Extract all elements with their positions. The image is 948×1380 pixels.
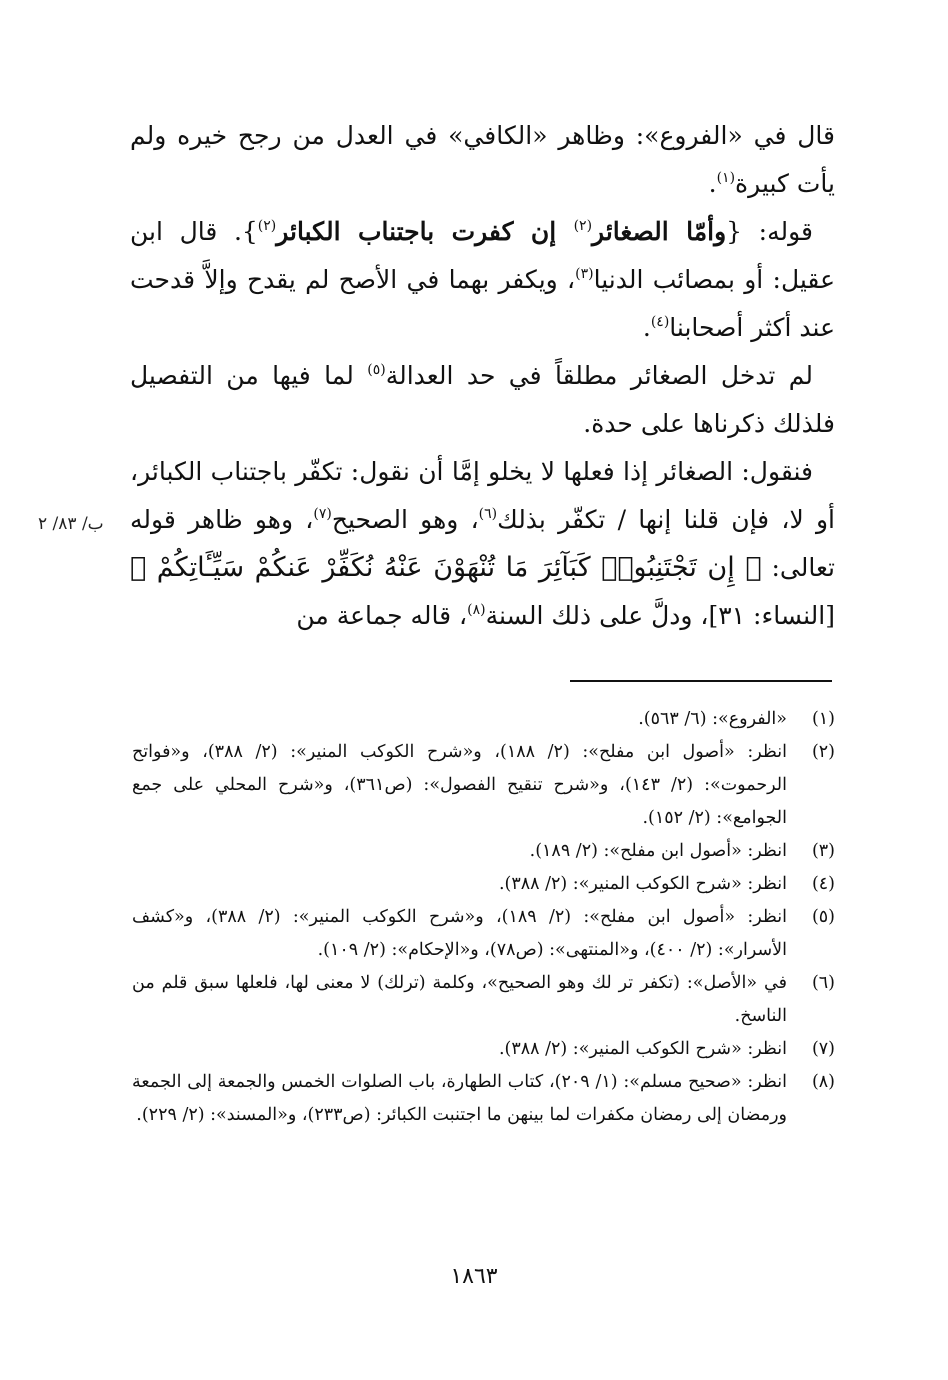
footnote-number: (٦) [811,973,835,993]
p2-quote-b: إن كفرت باجتناب الكبائر [276,217,574,246]
footnote-3 [132,835,835,868]
main-text [130,112,835,640]
footnote-number: (٥) [811,907,835,927]
p1-text: قال في «الفروع»: وظاهر «الكافي» في العدل من رجح خيره ولم يأت كبيرة [130,121,835,198]
footnote-8 [132,1066,835,1132]
footnote-number: (٣) [811,841,835,861]
footnote-7 [132,1033,835,1066]
p2-end: . [642,313,651,342]
p2-text-a: قال ابن عقيل: أو بمصائب الدنيا [130,217,835,294]
footnote-number: (٤) [811,874,835,894]
footnote-ref-3: (٣) [575,266,594,282]
paragraph-1 [130,112,835,208]
paragraph-4 [130,448,835,640]
footnote-text: انظر: «صحيح مسلم»: (١/ ٢٠٩)، كتاب الطهارة، باب الصلوات الخمس والجمعة إلى الجمعة ورمضان إلى رمضان مكفرات لما بينهن ما اجتنبت الكبائر: (ص٢٣٣)، و«المسند»: (٢/ ٢٢٩). [132,1072,787,1125]
p4-text-b: ، وهو الصحيح [331,505,479,534]
footnote-ref-6: (٦) [478,506,498,522]
footnote-1 [132,703,835,736]
footnote-text: انظر: «أصول ابن مفلح»: (٢/ ١٨٨)، و«شرح الكوكب المنير»: (٢/ ٣٨٨)، و«فواتح الرحموت»: (٢/ ١٤٣)، و«شرح تنقيح الفصول»: (ص٣٦١)، و«شرح المحلي على جمع الجوامع»: (٢/ ١٥٢). [132,742,787,828]
footnote-ref-2b: (٢) [257,218,277,234]
footnote-ref-7: (٧) [313,506,332,522]
footnote-text: انظر: «أصول ابن مفلح»: (٢/ ١٨٩). [529,841,787,861]
p2-text-b: ، ويكفر بهما في الأصح لم يقدح وإلاَّ قدحت عند أكثر أصحابنا [130,265,835,342]
p4-text-d: [النساء: ٣١]، ودلَّ على ذلك السنة [485,601,835,630]
footnote-5 [132,901,835,967]
footnotes [132,703,835,1132]
p2-quote-a: وأمّا الصغائر [592,217,727,246]
footnote-number: (٨) [811,1072,835,1092]
footnote-text: انظر: «أصول ابن مفلح»: (٢/ ١٨٩)، و«شرح الكوكب المنير»: (٢/ ٣٨٨)، و«كشف الأسرار»: (٢/ ٤٠٠)، و«المنتهى»: (ص٧٨)، و«الإحكام»: (٢/ ١٠٩). [132,907,787,960]
p2-close: }. [233,217,258,246]
footnote-number: (١) [811,709,835,729]
p2-lead: قوله: { [726,217,813,246]
footnote-ref-2a: (٢) [573,218,593,234]
footnote-text: في «الأصل»: (تكفر تر لك وهو الصحيح»، وكلمة (ترلك) لا معنى لها، فلعلها سبق قلم من الناسخ. [132,973,787,1026]
p3-text-b: لما فيها من التفصيل فلذلك ذكرناها على حدة. [130,361,835,438]
p1-end: . [708,169,717,198]
footnote-text: انظر: «شرح الكوكب المنير»: (٢/ ٣٨٨). [498,874,787,894]
p4-text-e: ، قاله جماعة من [296,601,468,630]
margin-folio-note: ب/ ٨٣/ ٢ [38,514,104,534]
footnote-number: (٧) [811,1039,835,1059]
footnote-4 [132,868,835,901]
footnote-2 [132,736,835,835]
paragraph-2 [130,208,835,352]
footnote-number: (٢) [811,742,835,762]
footnote-ref-5: (٥) [367,362,386,378]
p4-text-c: ، وهو ظاهر قوله تعالى: [130,505,835,582]
footnote-text: «الفروع»: (٦/ ٥٦٣). [638,709,787,729]
quran-verse: ﴿ إِن تَجْتَنِبُوا۟ كَبَآئِرَ مَا تُنْهَوْنَ عَنْهُ نُكَفِّرْ عَنكُمْ سَيِّـَٔاتِكُمْ ﴾ [130,552,762,583]
p4-text-a: فنقول: الصغائر إذا فعلها لا يخلو إمَّا أن نقول: تكفّر باجتناب الكبائر، أو لا، فإن قلنا إنها / تكفّر بذلك [130,457,835,534]
footnote-text: انظر: «شرح الكوكب المنير»: (٢/ ٣٨٨). [498,1039,787,1059]
paragraph-3 [130,352,835,448]
footnote-ref-4: (٤) [650,314,670,330]
p3-text-a: لم تدخل الصغائر مطلقاً في حد العدالة [385,361,814,390]
footnote-ref-8: (٨) [467,602,486,618]
footnote-separator [570,680,832,682]
footnote-6 [132,967,835,1033]
page-number: ١٨٦٣ [450,1264,498,1289]
footnote-ref-1: (١) [716,170,736,186]
